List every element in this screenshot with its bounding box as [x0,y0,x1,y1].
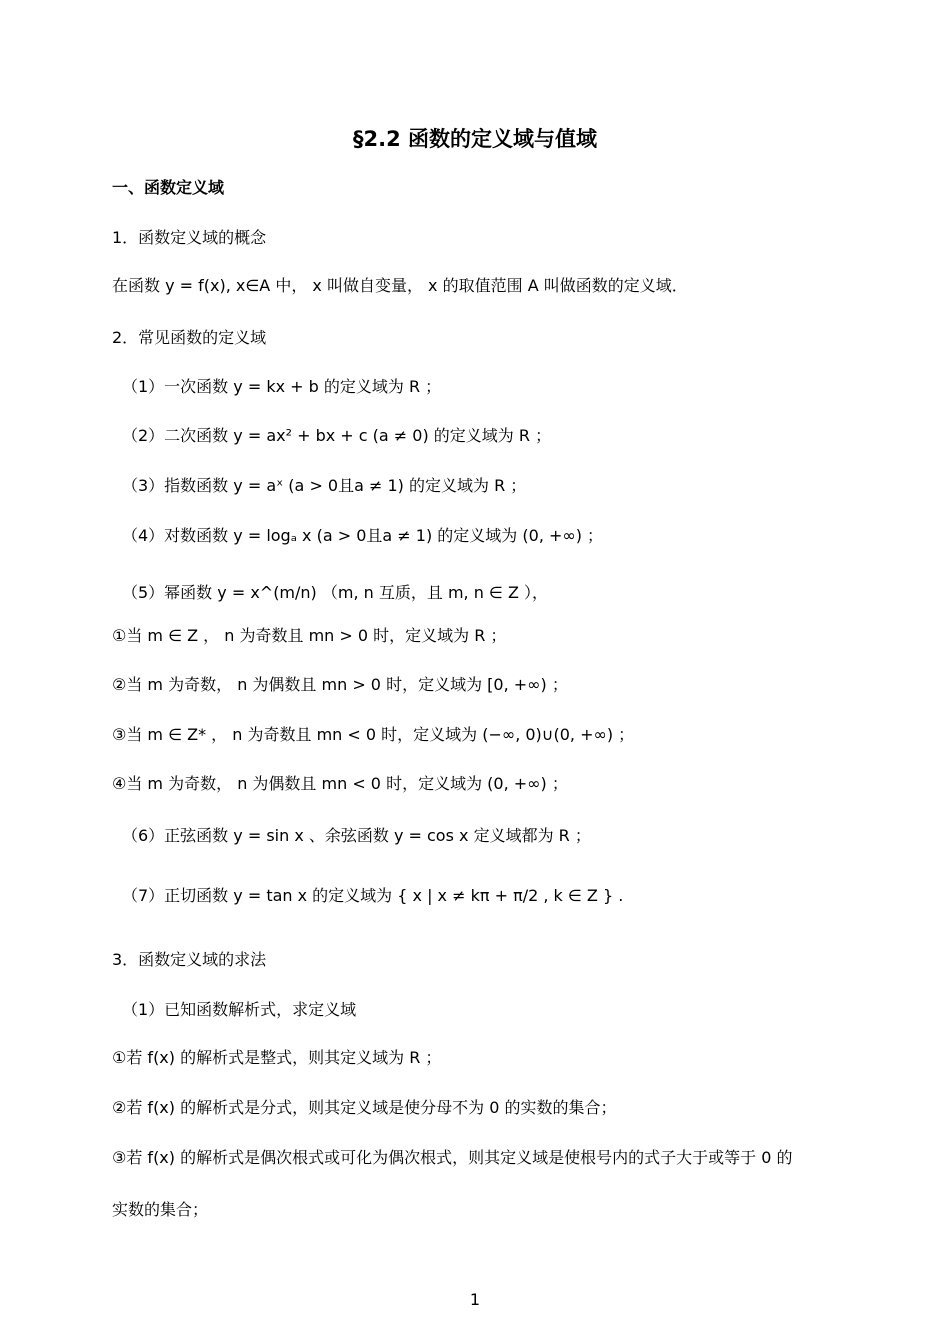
method-case-fraction: ②若 f(x) 的解析式是分式，则其定义域是使分母不为 0 的实数的集合； [112,1098,617,1117]
item-power: （5）幂函数 y = x^(m/n) （m, n 互质，且 m, n ∈ Z ）， [122,583,549,602]
method-case-polynomial: ①若 f(x) 的解析式是整式，则其定义域为 R ； [112,1048,442,1067]
method-known-expression: （1）已知函数解析式，求定义域 [122,1000,357,1019]
section-heading: 一、函数定义域 [112,178,225,197]
power-case-4: ④当 m 为奇数， n 为偶数且 mn < 0 时，定义域为 (0, +∞) ； [112,774,568,793]
concept-text: 在函数 y = f(x), x∈A 中， x 叫做自变量， x 的取值范围 A 叫做函数的定义域． [112,276,688,295]
method-case-root-continued: 实数的集合； [112,1200,209,1219]
item-linear: （1）一次函数 y = kx + b 的定义域为 R ； [122,377,442,396]
item-sine-cosine: （6）正弦函数 y = sin x 、余弦函数 y = cos x 定义域都为 R ； [122,826,591,845]
power-case-3: ③当 m ∈ Z* ， n 为奇数且 mn < 0 时，定义域为 (−∞, 0)∪(0, +∞) ； [112,725,635,744]
page-number: 1 [469,1290,481,1309]
item-logarithmic: （4）对数函数 y = logₐ x (a > 0且a ≠ 1) 的定义域为 (0, +∞) ； [122,526,604,545]
item-tangent: （7）正切函数 y = tan x 的定义域为 { x | x ≠ kπ + π/2 , k ∈ Z } . [122,886,624,905]
power-case-2: ②当 m 为奇数， n 为偶数且 mn > 0 时，定义域为 [0, +∞) ； [112,675,568,694]
subheading-common-domains: 2．常见函数的定义域 [112,328,267,347]
page-title: §2.2 函数的定义域与值域 [352,127,597,151]
item-quadratic: （2）二次函数 y = ax² + bx + c (a ≠ 0) 的定义域为 R ； [122,426,552,445]
subheading-concept: 1．函数定义域的概念 [112,228,267,247]
method-case-root: ③若 f(x) 的解析式是偶次根式或可化为偶次根式，则其定义域是使根号内的式子大于或等于 0 的 [112,1148,793,1167]
subheading-methods: 3．函数定义域的求法 [112,950,267,969]
power-case-1: ①当 m ∈ Z ， n 为奇数且 mn > 0 时，定义域为 R ； [112,626,507,645]
item-exponential: （3）指数函数 y = aˣ (a > 0且a ≠ 1) 的定义域为 R ； [122,476,527,495]
